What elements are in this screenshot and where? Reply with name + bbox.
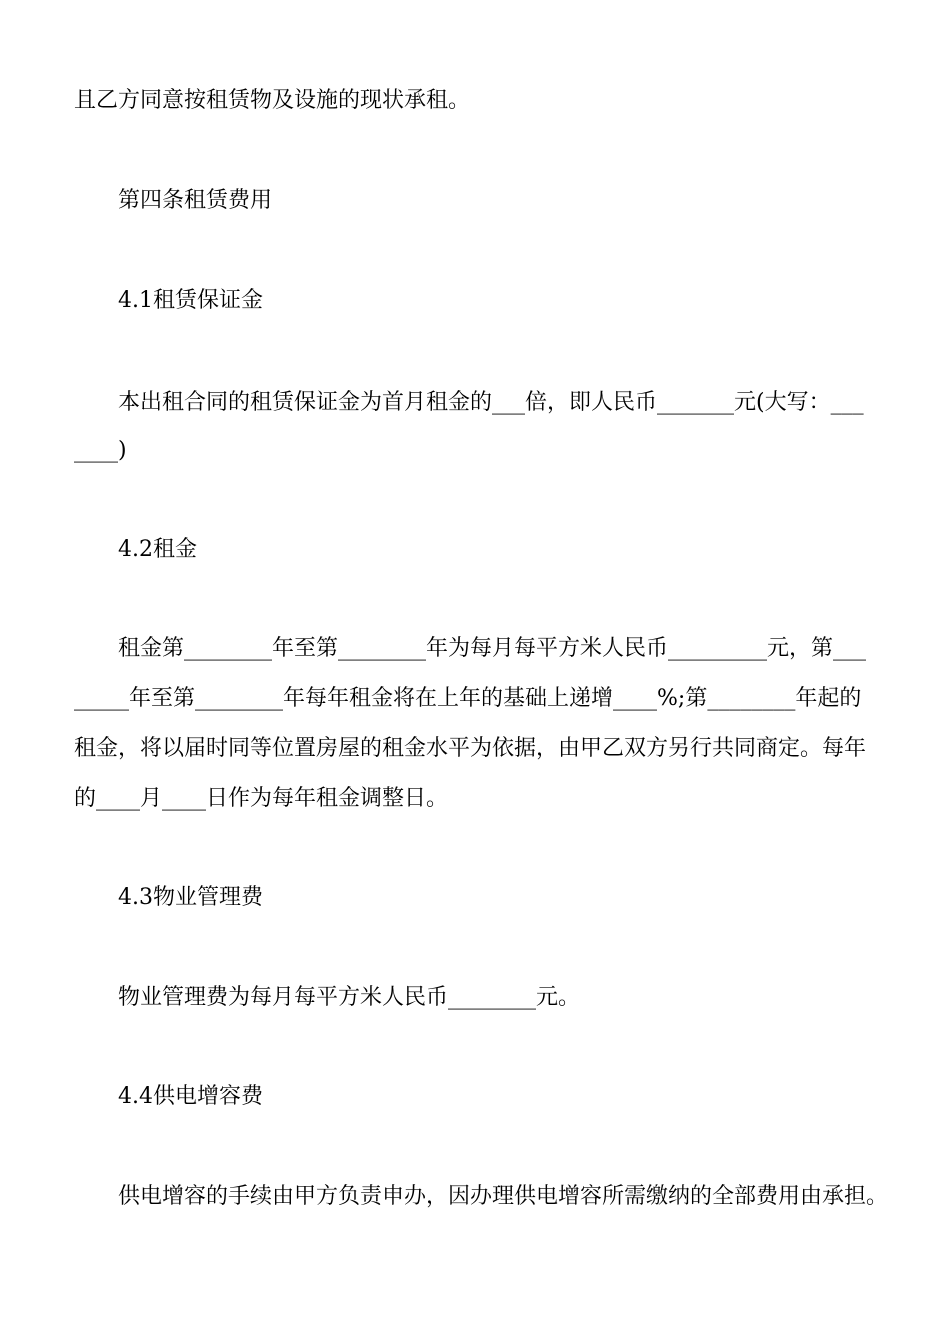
article-heading: 第四条租赁费用 bbox=[118, 188, 273, 213]
rent-paragraph-line-2: _____年至第________年每年租金将在上年的基础上递增____%;第________年起的 bbox=[74, 686, 862, 711]
property-fee-paragraph: 物业管理费为每月每平方米人民币________元。 bbox=[118, 985, 581, 1010]
section-heading-deposit: 4.1租赁保证金 bbox=[118, 288, 263, 313]
paragraph-continuation: 且乙方同意按租赁物及设施的现状承租。 bbox=[74, 88, 471, 113]
deposit-paragraph-line-2: ____) bbox=[74, 438, 127, 463]
deposit-paragraph-line-1: 本出租合同的租赁保证金为首月租金的___倍，即人民币_______元(大写：___ bbox=[118, 390, 864, 415]
section-heading-rent: 4.2租金 bbox=[118, 537, 197, 562]
section-heading-property-fee: 4.3物业管理费 bbox=[118, 885, 263, 910]
section-heading-power-capacity: 4.4供电增容费 bbox=[118, 1084, 263, 1109]
rent-paragraph-line-3: 租金，将以届时同等位置房屋的租金水平为依据，由甲乙双方另行共同商定。每年 bbox=[74, 736, 867, 761]
power-capacity-paragraph: 供电增容的手续由甲方负责申办，因办理供电增容所需缴纳的全部费用由承担。 bbox=[118, 1184, 889, 1209]
rent-paragraph-line-4: 的____月____日作为每年租金调整日。 bbox=[74, 786, 449, 811]
rent-paragraph-line-1: 租金第________年至第________年为每月每平方米人民币_________元，第___ bbox=[118, 636, 867, 661]
